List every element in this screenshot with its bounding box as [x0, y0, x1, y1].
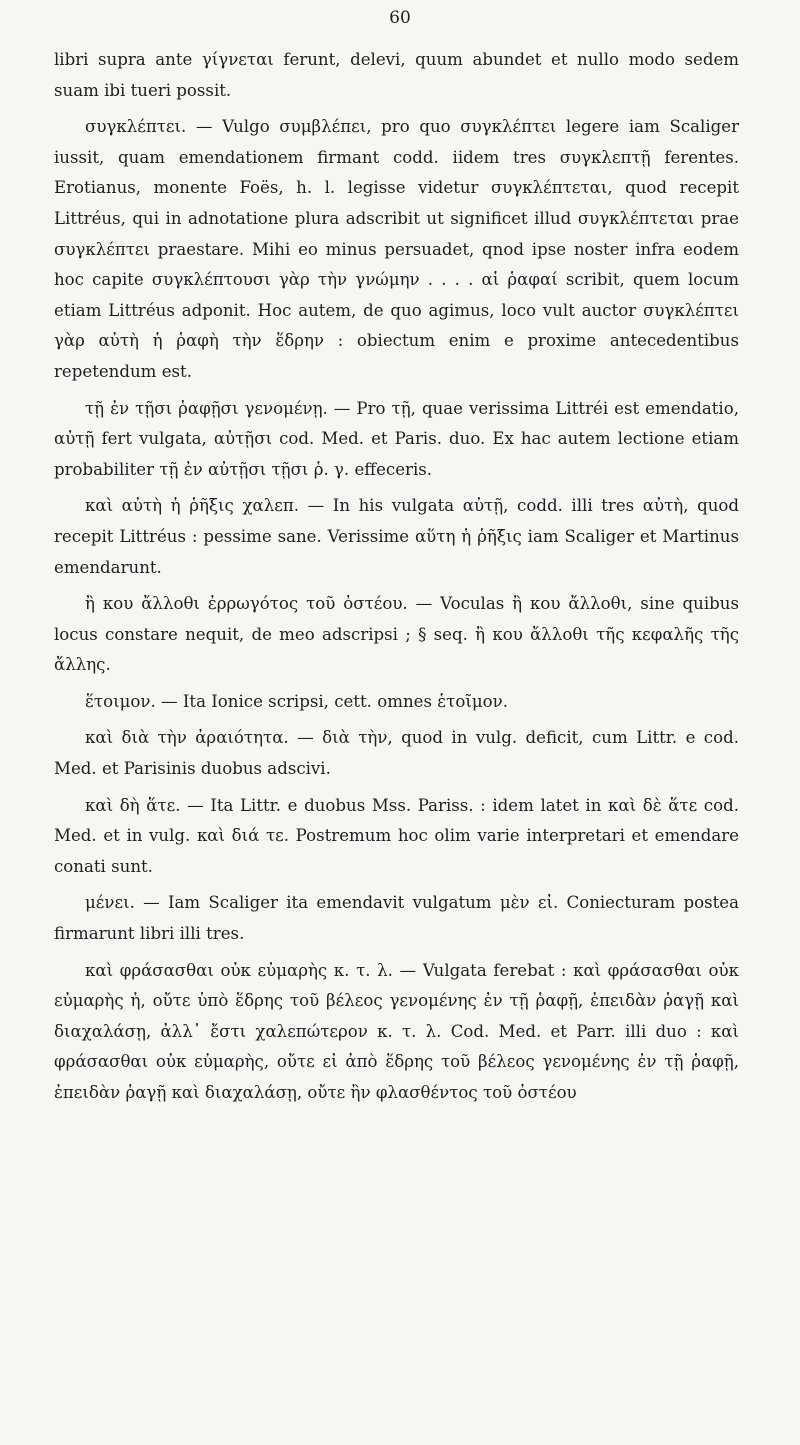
paragraph: καὶ αὐτὴ ἡ ῥῆξις χαλεπ. — In his vulgata αὐτῇ, codd. illi tres αὐτὴ, quod recepit Littréus : pessime sane. Verissime αὕτη ἡ ῥῆξις iam Scaliger et Martinus emendarunt. — [54, 496, 739, 577]
paragraph: ἕτοιμον. — Ita Ionice scripsi, cett. omnes ἑτοῖμον. — [85, 691, 508, 711]
page-number: 60 — [389, 8, 411, 28]
commentary-text — [54, 45, 739, 1115]
paragraph: καὶ φράσασθαι οὐκ εὐμαρὴς κ. τ. λ. — Vulgata ferebat : καὶ φράσασθαι οὐκ εὐμαρὴς ἡ, οὔτε ὑπὸ ἕδρης τοῦ βέλεος γενομένης ἐν τῇ ῥαφῇ, ἐπειδὰν ῥαγῇ καὶ διαχαλάσῃ, ἀλλ᾽ ἔστι χαλεπώτερον κ. τ. λ. Cod. Med. et Parr. illi duo : καὶ φράσασθαι οὐκ εὐμαρὴς, οὔτε εἰ ἀπὸ ἕδρης τοῦ βέλεος γενομένης ἐν τῇ ῥαφῇ, ἐπειδὰν ῥαγῇ καὶ διαχαλάσῃ, οὔτε ἢν φλασθέντος τοῦ ὀστέου — [54, 960, 739, 1102]
paragraph: καὶ διὰ τὴν ἀραιότητα. — διὰ τὴν, quod in vulg. deficit, cum Littr. e cod. Med. et Parisinis duobus adscivi. — [54, 728, 739, 779]
paragraph: τῇ ἐν τῇσι ῥαφῇσι γενομένῃ. — Pro τῇ, quae verissima Littréi est emendatio, αὐτῇ fert vulgata, αὐτῇσι cod. Med. et Paris. duo. Ex hac autem lectione etiam probabiliter τῇ ἐν αὐτῇσι τῇσι ῥ. γ. effeceris. — [54, 398, 739, 479]
paragraph: μένει. — Iam Scaliger ita emendavit vulgatum μὲν εἰ. Coniecturam postea firmarunt libri illi tres. — [54, 893, 739, 944]
paragraph: συγκλέπτει. — Vulgo συμβλέπει, pro quo συγκλέπτει legere iam Scaliger iussit, quam emendationem firmant codd. iidem tres συγκλεπτῇ ferentes. Erotianus, monente Foës, h. l. legisse videtur συγκλέπτεται, quod recepit Littréus, qui in adnotatione plura adscribit ut significet illud συγκλέπτεται prae συγκλέπτει praestare. Mihi eo minus persuadet, qnod ipse noster infra eodem hoc capite συγκλέπτουσι γὰρ τὴν γνώμην . . . . αἱ ῥαφαί scribit, quem locum etiam Littréus adponit. Hoc autem, de quo agimus, loco vult auctor συγκλέπτει γὰρ αὐτὴ ἡ ῥαφὴ τὴν ἕδρην : obiectum enim e proxime antecedentibus repetendum est. — [54, 117, 739, 381]
paragraph: libri supra ante γίγνεται ferunt, delevi, quum abundet et nullo modo sedem suam ibi tueri possit. — [54, 50, 739, 100]
paragraph: ἢ κου ἄλλοθι ἐρρωγότος τοῦ ὀστέου. — Voculas ἢ κου ἄλλοθι, sine quibus locus constare nequit, de meo adscripsi ; § seq. ἢ κου ἄλλοθι τῆς κεφαλῆς τῆς ἄλλης. — [54, 594, 739, 675]
paragraph: καὶ δὴ ἅτε. — Ita Littr. e duobus Mss. Pariss. : idem latet in καὶ δὲ ἅτε cod. Med. et in vulg. καὶ διά τε. Postremum hoc olim varie interpretari et emendare conati sunt. — [54, 795, 739, 876]
